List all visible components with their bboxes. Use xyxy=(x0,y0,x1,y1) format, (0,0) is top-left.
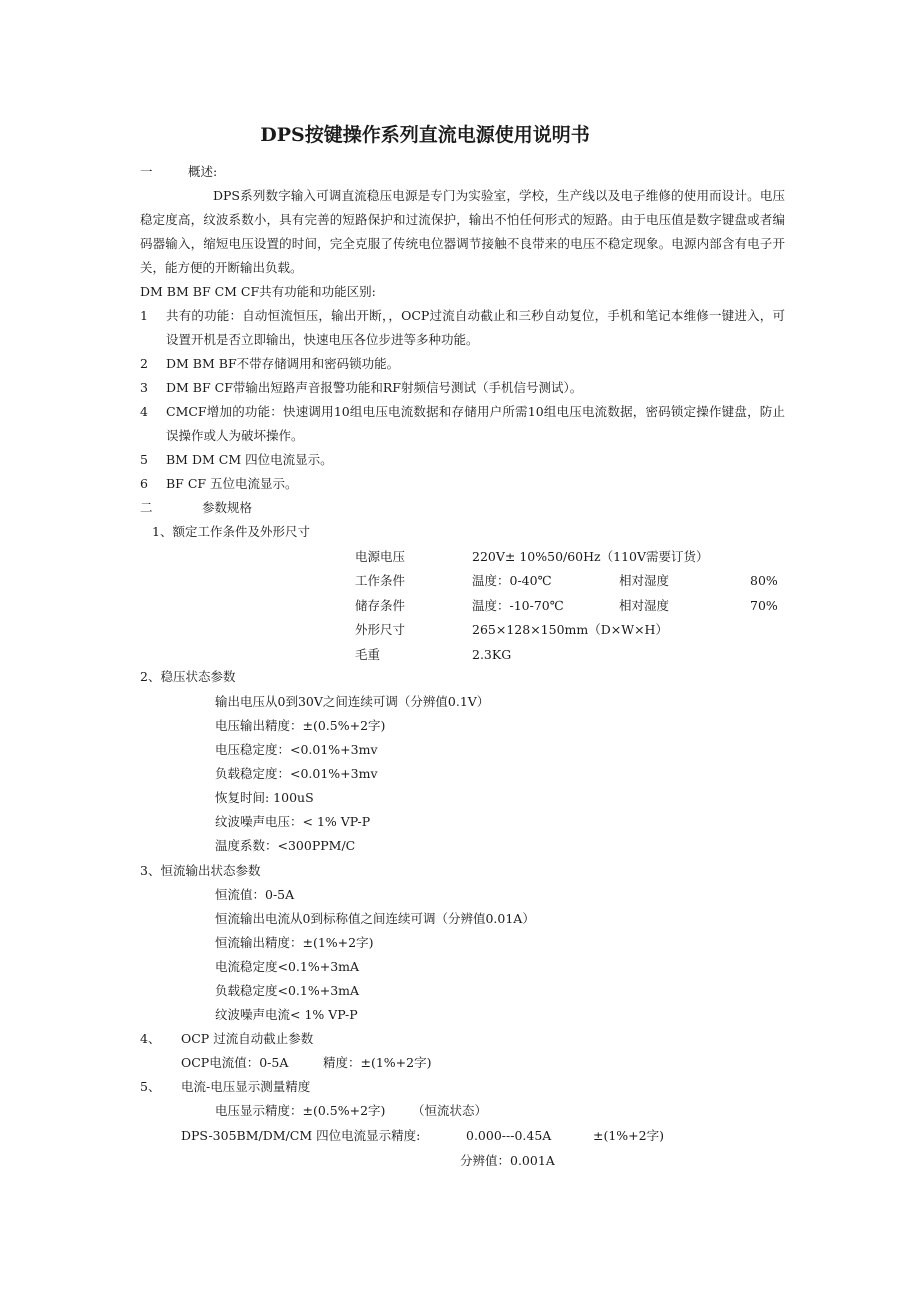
current-display-model: DPS-305BM/DM/CM 四位电流显示精度: xyxy=(181,1128,421,1143)
feature-item xyxy=(140,352,785,376)
spec-label: 外形尺寸 xyxy=(355,622,406,637)
feature-item xyxy=(140,376,785,400)
spec-value: 265×128×150mm（D×W×H） xyxy=(472,622,668,637)
spec-value: 温度：0-40℃ xyxy=(472,573,552,588)
spec-extra: 相对湿度 xyxy=(619,573,670,588)
cv-item: 温度系数：<300PPM/C xyxy=(215,838,356,853)
feature-number: 3 xyxy=(140,380,148,395)
spec-label: 储存条件 xyxy=(355,598,406,613)
feature-item xyxy=(140,472,785,496)
cv-item: 输出电压从0到30V之间连续可调（分辨值0.1V） xyxy=(215,694,490,709)
section-heading: 概述: xyxy=(188,164,218,179)
feature-text: BM DM CM 四位电流显示。 xyxy=(166,452,333,467)
spec-percent: 80% xyxy=(750,573,778,588)
subsection-heading: OCP 过流自动截止参数 xyxy=(181,1031,314,1046)
subsection-heading: 2、稳压状态参数 xyxy=(140,669,236,684)
cv-item: 恢复时间: 100uS xyxy=(215,790,314,805)
feature-number: 5 xyxy=(140,452,148,467)
subsection-number: 5、 xyxy=(140,1079,161,1094)
feature-number: 4 xyxy=(140,404,148,419)
cv-item: 纹波噪声电压：< 1% VP-P xyxy=(215,814,371,829)
current-display-range: 0.000---0.45A xyxy=(466,1128,552,1143)
cc-item: 恒流输出精度：±(1%+2字) xyxy=(215,935,374,950)
spec-label: 工作条件 xyxy=(355,573,406,588)
feature-text: DM BM BF不带存储调用和密码锁功能。 xyxy=(166,356,400,371)
feature-text: DM BF CF带输出短路声音报警功能和RF射频信号测试（手机信号测试）。 xyxy=(166,380,583,395)
spec-value: 220V± 10%50/60Hz（110V需要订货） xyxy=(472,549,709,564)
feature-item xyxy=(140,304,785,352)
models-line: DM BM BF CM CF共有功能和功能区别: xyxy=(140,284,376,299)
cc-item: 纹波噪声电流< 1% VP-P xyxy=(215,1007,358,1022)
spec-label: 电源电压 xyxy=(355,549,406,564)
cc-item: 负载稳定度<0.1%+3mA xyxy=(215,983,360,998)
subsection-heading: 1、额定工作条件及外形尺寸 xyxy=(152,524,310,539)
intro-paragraph: DPS系列数字输入可调直流稳压电源是专门为实验室，学校，生产线以及电子维修的使用而设计。电压稳定度高，纹波系数小，具有完善的短路保护和过流保护，输出不怕任何形式的短路。由于电压值是数字键盘或者编码器输入，缩短电压设置的时间，完全克服了传统电位器调节接触不良带来的电压不稳定现象。电源内部含有电子开关，能方便的开断输出负载。 xyxy=(140,188,785,275)
spec-value: 2.3KG xyxy=(472,647,512,662)
feature-text: 共有的功能：自动恒流恒压，输出开断，，OCP过流自动截止和三秒自动复位，手机和笔记本维修一键进入，可设置开机是否立即输出，快速电压各位步进等多种功能。 xyxy=(166,308,785,347)
feature-number: 2 xyxy=(140,356,148,371)
section-heading: 参数规格 xyxy=(202,500,253,515)
voltage-display-note: （恒流状态） xyxy=(412,1103,488,1118)
subsection-number: 4、 xyxy=(140,1031,161,1046)
cv-item: 负载稳定度：<0.01%+3mv xyxy=(215,766,378,781)
feature-text: BF CF 五位电流显示。 xyxy=(166,476,298,491)
feature-text: CMCF增加的功能：快速调用10组电压电流数据和存储用户所需10组电压电流数据，密码锁定操作键盘，防止误操作或人为破坏操作。 xyxy=(166,404,785,443)
spec-label: 毛重 xyxy=(355,647,381,662)
section-number: 二 xyxy=(140,500,153,515)
ocp-precision: 精度：±(1%+2字) xyxy=(323,1055,432,1070)
document-title: DPS按键操作系列直流电源使用说明书 xyxy=(260,124,590,146)
feature-number: 6 xyxy=(140,476,148,491)
subsection-heading: 3、恒流输出状态参数 xyxy=(140,863,261,878)
cv-item: 电压稳定度：<0.01%+3mv xyxy=(215,742,378,757)
voltage-display-precision: 电压显示精度：±(0.5%+2字) xyxy=(215,1103,386,1118)
ocp-value: OCP电流值：0-5A xyxy=(181,1055,289,1070)
feature-item xyxy=(140,400,785,448)
cv-item: 电压输出精度：±(0.5%+2字) xyxy=(215,718,386,733)
feature-number: 1 xyxy=(140,308,148,323)
current-display-resolution: 分辨值：0.001A xyxy=(460,1153,555,1168)
cc-item: 恒流值：0-5A xyxy=(215,887,295,902)
spec-extra: 相对湿度 xyxy=(619,598,670,613)
cc-item: 恒流输出电流从0到标称值之间连续可调（分辨值0.01A） xyxy=(215,911,535,926)
subsection-heading: 电流-电压显示测量精度 xyxy=(181,1079,311,1094)
cc-item: 电流稳定度<0.1%+3mA xyxy=(215,959,360,974)
feature-item xyxy=(140,448,785,472)
spec-percent: 70% xyxy=(750,598,778,613)
current-display-precision: ±(1%+2字) xyxy=(593,1128,664,1143)
section-number: 一 xyxy=(140,164,153,179)
spec-value: 温度：-10-70℃ xyxy=(472,598,564,613)
